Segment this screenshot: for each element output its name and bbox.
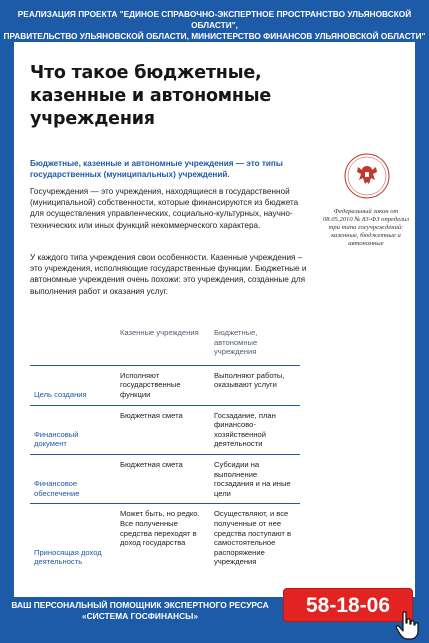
table-row	[30, 405, 300, 454]
row-label: Финансовое обеспечение	[30, 454, 116, 503]
project-banner	[0, 0, 429, 42]
cell-kazennye: Может быть, но редко. Все полученные средства переходят в доход государства	[116, 504, 210, 572]
row-label: Цель создания	[30, 365, 116, 405]
side-note: Федеральный закон от 08.05.2010 № 83-ФЗ определил три типа госучреждений: казенные, бюджетные и автономные	[322, 208, 410, 247]
cell-kazennye: Исполняют государственные функции	[116, 365, 210, 405]
footer-line1: ВАШ ПЕРСОНАЛЬНЫЙ ПОМОЩНИК ЭКСПЕРТНОГО РЕСУРСА	[11, 600, 269, 610]
page-title: Что такое бюджетные, казенные и автономные учреждения	[30, 63, 272, 129]
cell-byudzhetnye: Выполняют работы, оказывают услуги	[210, 365, 300, 405]
hand-pointer-icon	[395, 610, 419, 640]
cell-byudzhetnye: Осуществляют, и все полученные от нее средства поступают в самостоятельное распоряжение учреждения	[210, 504, 300, 572]
lead-paragraph: Бюджетные, казенные и автономные учреждения — это типы государственных (муниципальных) учреждений.	[30, 159, 283, 180]
project-banner-line1: РЕАЛИЗАЦИЯ ПРОЕКТА "ЕДИНОЕ СПРАВОЧНО-ЭКСПЕРТНОЕ ПРОСТРАНСТВО УЛЬЯНОВСКОЙ ОБЛАСТИ",	[17, 9, 412, 30]
cell-kazennye: Бюджетная смета	[116, 454, 210, 503]
table-header-byudzhetnye: Бюджетные, автономные учреждения	[214, 328, 258, 357]
comparison-table	[30, 324, 300, 572]
article-page	[14, 42, 415, 597]
cell-byudzhetnye: Субсидии на выполнение госзадания и на иные цели	[210, 454, 300, 503]
double-headed-eagle-emblem-icon	[343, 152, 391, 200]
footer-banner	[0, 600, 280, 622]
row-label: Приносящая доход деятельность	[30, 504, 116, 572]
table-row	[30, 454, 300, 503]
project-banner-line2: ПРАВИТЕЛЬСТВО УЛЬЯНОВСКОЙ ОБЛАСТИ, МИНИСТЕРСТВО ФИНАНСОВ УЛЬЯНОВСКОЙ ОБЛАСТИ"	[3, 31, 426, 41]
table-row	[30, 365, 300, 405]
footer-line2: «СИСТЕМА ГОСФИНАНСЫ»	[81, 611, 199, 621]
table-header-row	[30, 324, 300, 365]
phone-button[interactable]: 58-18-06	[283, 588, 413, 622]
cell-kazennye: Бюджетная смета	[116, 405, 210, 454]
body-paragraph-1: Госучреждения — это учреждения, находящиеся в государственной (муниципальной) собственности, которые финансируются из бюджета для осуществления управленческих, социально-культурных, научно-технических или иных функций некоммерческого характера.	[30, 187, 299, 230]
table-row	[30, 504, 300, 572]
cell-byudzhetnye: Госзадание, план финансово-хозяйственной деятельности	[210, 405, 300, 454]
table-header-kazennye: Казенные учреждения	[120, 328, 199, 337]
body-paragraph-2: У каждого типа учреждения свои особенности. Казенные учреждения – это учреждения, исполняющие государственные функции. Бюджетные и автономные учреждения очень похожи: это учреждения, созданные для выполнения работ и оказания услуг.	[30, 253, 307, 296]
table-header-empty	[30, 324, 116, 365]
row-label: Финансовый документ	[30, 405, 116, 454]
